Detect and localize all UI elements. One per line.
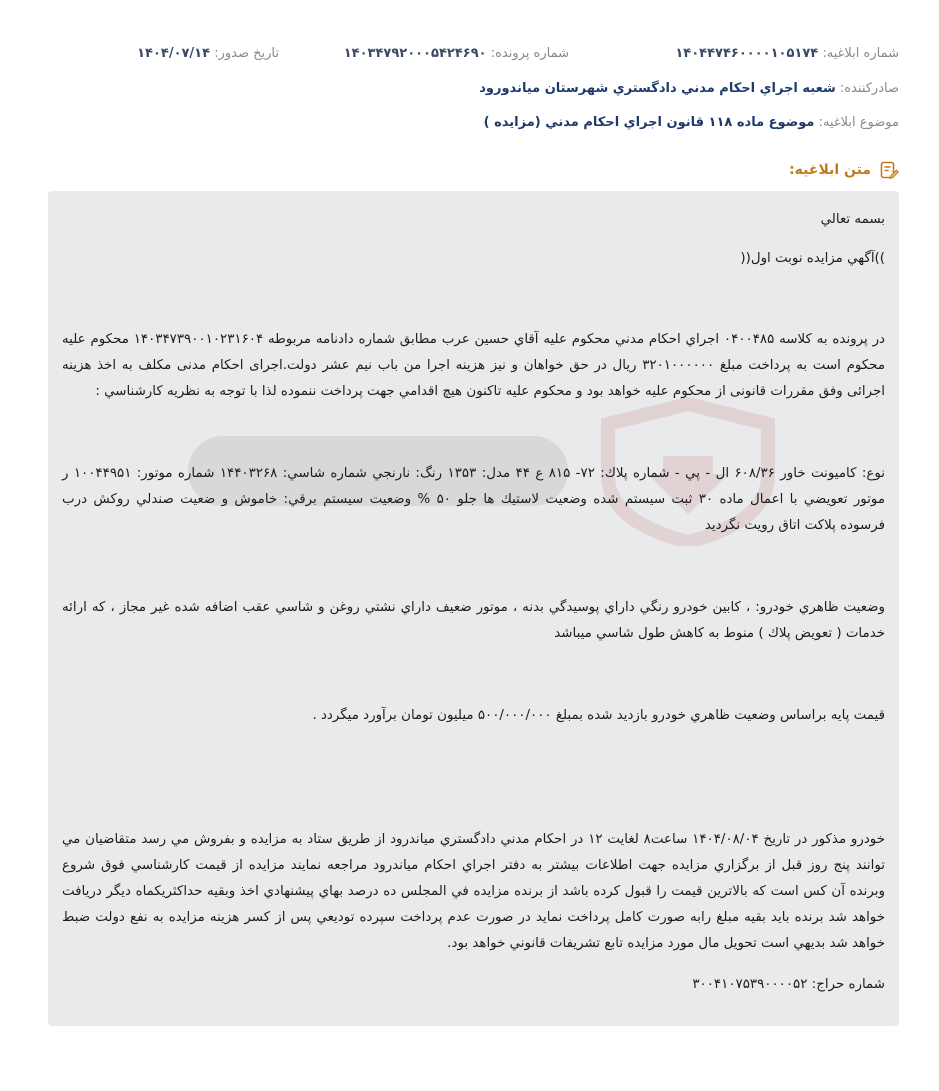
document-edit-icon: [879, 160, 899, 180]
issue-date: ۱۴۰۴/۰۷/۱۴: [137, 46, 211, 61]
issue-date-label: تاریخ صدور:: [214, 46, 279, 61]
vehicle-condition-paragraph: وضعيت ظاهري خودرو: ، كابين خودرو رنگي داراي پوسيدگي بدنه ، موتور ضعيف داراي نشتي روغن و شاسي عقب اضافه شده غير مجاز ، كه ارائه خدمات ( تعويض پلاك ) منوط به كاهش طول شاسي ميباشد: [62, 600, 885, 641]
subject: موضوع ماده ۱۱۸ قانون اجراي احكام مدني (مزايده ): [483, 115, 815, 130]
case-number-field: [344, 46, 569, 61]
vehicle-spec-paragraph: نوع: كاميونت خاور ۶۰۸/۳۶ ال - پي - شماره پلاك: ۷۲- ۸۱۵ ع ۴۴ مدل: ۱۳۵۳ رنگ: نارنجي شماره شاسي: ۱۴۴۰۳۲۶۸ شماره موتور: ۱۰۰۴۴۹۵۱ ر موتور تعويضي با اعمال ماده ۳۰ ثبت سيستم شده وضعيت لاستيك ها جلو ۵۰ % وضعيت سيستم برقي: خاموش و ضعيت صندلي روكش درب فرسوده پلاكت اتاق رويت نگرديد: [62, 466, 886, 533]
auction-heading: ))آگهي مزايده نوبت اول((: [740, 251, 885, 266]
issue-date-field: [137, 46, 279, 61]
auction-terms-paragraph: خودرو مذكور در تاريخ ۱۴۰۴/۰۸/۰۴ ساعت۸ لغايت ۱۲ در احكام مدني دادگستري مياندرود از طريق ستاد به مزايده و بفروش مي رسد متقاضيان مي توانند پنج روز قبل از برگزاري مزايده جهت اطلاعات بيشتر به دفتر اجراي احكام مياندرود مراجعه نمايند مزايده از قيمت كارشناسي فوق شروع وبرنده آن كس است كه بالاترين قيمت را قبول كرده باشد از برنده مزايده في المجلس ده درصد بهاي پيشنهادي اخذ وبقيه حداكثريكماه ديگر دريافت خواهد شد برنده بايد بقيه مبلغ رابه صورت كامل پرداخت نمايد در صورت عدم پرداخت سپرده توديعي پس از كسر هزينه مزايده به نفع دولت ضبط خواهد شد بديهي است تحويل مال مورد مزايده تابع تشريفات قانوني خواهد بود.: [62, 832, 885, 951]
notice-body: [48, 191, 899, 1026]
case-paragraph: در پرونده به كلاسه ۰۴۰۰۴۸۵ اجراي احكام مدني محكوم عليه آقاي حسين عرب مطابق شماره دادنامه مربوطه ۱۴۰۳۴۷۳۹۰۰۱۰۲۳۱۶۰۴ محكوم عليه محكوم است به پرداخت مبلغ ۳۲۰۱۰۰۰۰۰۰ ريال در حق خواهان و نيز هزينه اجرا من باب نيم عشر دولت.اجرای احکام مدنی مکلف به اخذ هزینه اجرائی وفق مقررات قانونی از محکوم علیه خواهد بود و محكوم عليه تاكنون هيچ اقدامي جهت پرداخت ننموده لذا با توجه به نظريه كارشناسي :: [62, 332, 885, 399]
case-number-label: شماره پرونده:: [490, 46, 569, 61]
subject-label: موضوع ابلاغیه:: [818, 115, 899, 130]
auction-number: شماره حراج: ۳۰۰۴۱۰۷۵۳۹۰۰۰۰۵۲: [692, 977, 885, 992]
notice-number-label: شماره ابلاغیه:: [822, 46, 899, 61]
base-price-paragraph: قيمت پايه براساس وضعيت ظاهري خودرو بازديد شده بمبلغ ۵۰۰/۰۰۰/۰۰۰ ميليون تومان برآورد ميگردد .: [312, 708, 885, 723]
issuer: شعبه اجراي احكام مدني دادگستري شهرستان مياندورود: [479, 81, 836, 96]
notice-text-title: متن ابلاغیه:: [789, 162, 871, 178]
notice-meta-row: [40, 46, 899, 66]
notice-number: ۱۴۰۴۴۷۴۶۰۰۰۰۱۰۵۱۷۴: [675, 46, 819, 61]
subject-row: [40, 115, 899, 130]
notice-text-heading: [789, 160, 899, 180]
notice-number-field: [675, 46, 899, 61]
notice-basmala: بسمه تعالي: [820, 212, 885, 227]
case-number: ۱۴۰۳۴۷۹۲۰۰۰۵۴۲۴۶۹۰: [343, 46, 487, 61]
issuer-label: صادرکننده:: [839, 81, 899, 96]
issuer-row: [40, 81, 899, 96]
